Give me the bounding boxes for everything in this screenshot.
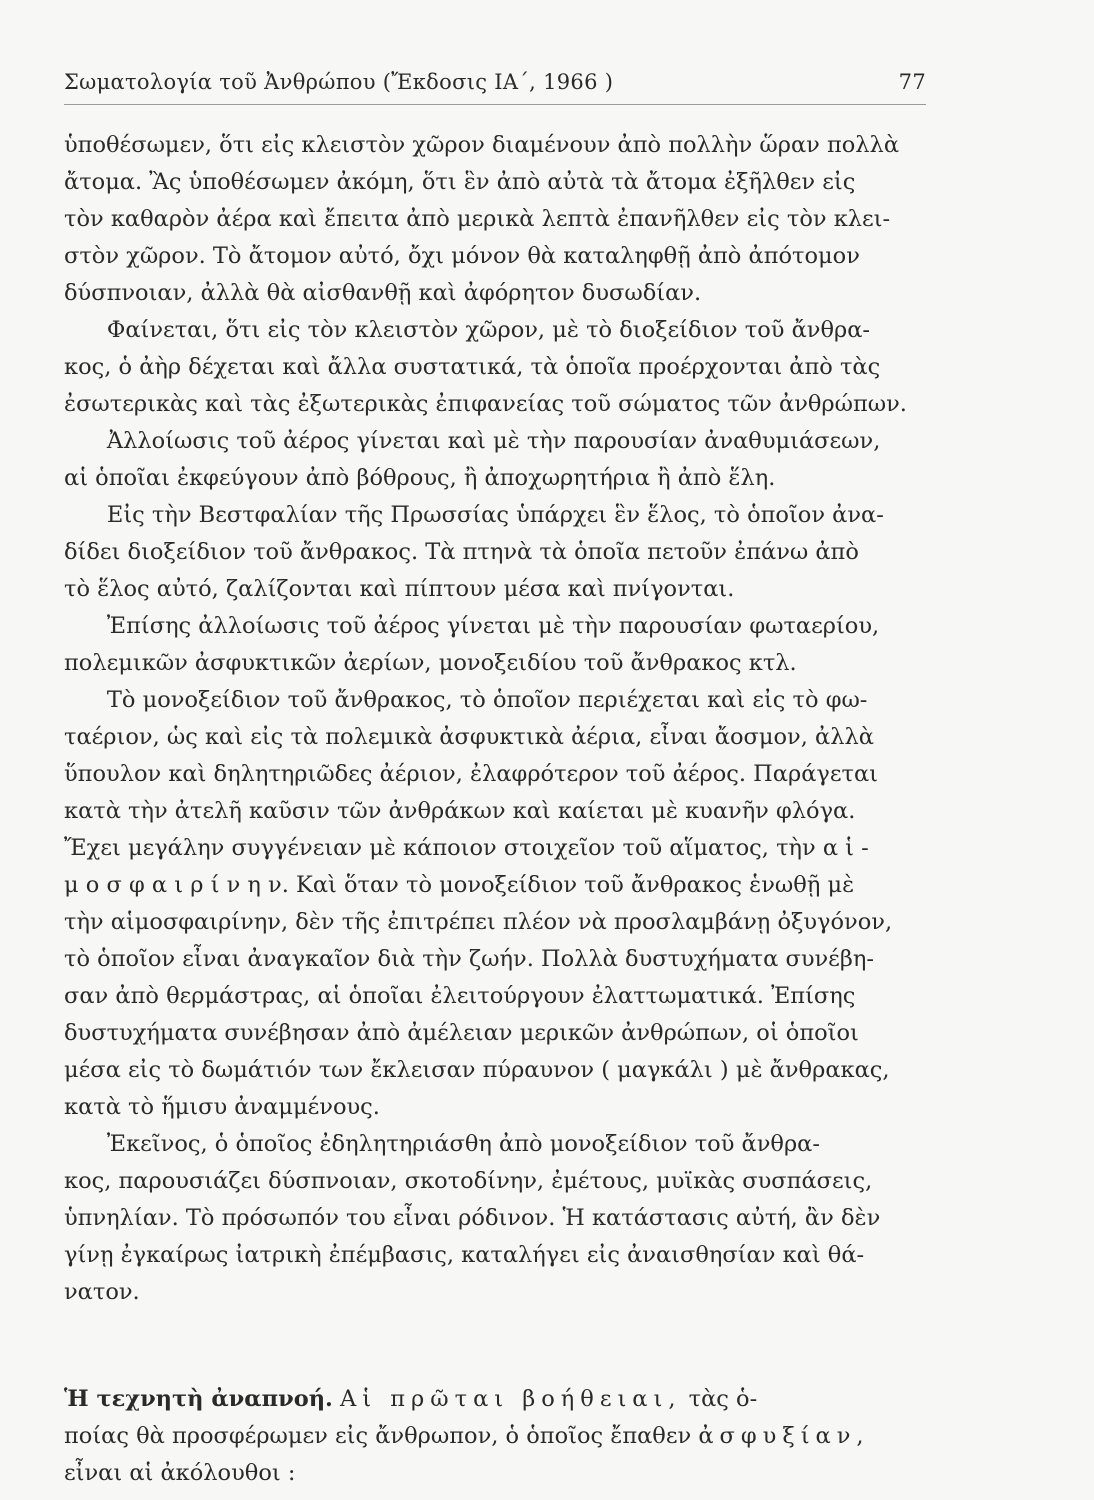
text-line: σαν ἀπὸ θερμάστρας, αἱ ὁποῖαι ἐλειτούργουν ἐλαττωματικά. Ἐπίσης — [64, 983, 856, 1009]
text-line: ἄτομα. Ἂς ὑποθέσωμεν ἀκόμη, ὅτι ἓν ἀπὸ αὐτὰ τὰ ἄτομα ἐξῆλθεν εἰς — [64, 169, 856, 195]
section-text: ποίας θὰ προσφέρωμεν εἰς ἄνθρωπον, ὁ ὁποῖος ἔπαθεν — [64, 1423, 692, 1449]
text-line: Φαίνεται, ὅτι εἰς τὸν κλειστὸν χῶρον, μὲ τὸ διοξείδιον τοῦ ἄνθρα- — [64, 317, 871, 343]
text-line: Ἔχει μεγάλην συγγένειαν μὲ κάποιον στοιχεῖον τοῦ αἵματος, τὴν α ἱ - — [64, 835, 869, 861]
section-text: τὰς ὁ- — [688, 1386, 758, 1412]
section-line — [64, 1418, 926, 1455]
text-line: δίδει διοξείδιον τοῦ ἄνθρακος. Τὰ πτηνὰ τὰ ὁποῖα πετοῦν ἐπάνω ἀπὸ — [64, 539, 859, 565]
text-line: τὴν αἱμοσφαιρίνην, δὲν τῆς ἐπιτρέπει πλέον νὰ προσλαμβάνῃ ὀξυγόνον, — [64, 909, 893, 935]
text-line: Ἐκεῖνος, ὁ ὁποῖος ἐδηλητηριάσθη ἀπὸ μονοξείδιον τοῦ ἄνθρα- — [64, 1131, 820, 1157]
text-line: τὸ ὁποῖον εἶναι ἀναγκαῖον διὰ τὴν ζωήν. Πολλὰ δυστυχήματα συνέβη- — [64, 946, 874, 972]
text-line: κος, παρουσιάζει δύσπνοιαν, σκοτοδίνην, ἐμέτους, μυϊκὰς συσπάσεις, — [64, 1168, 873, 1194]
text-line: πολεμικῶν ἀσφυκτικῶν ἀερίων, μονοξειδίου τοῦ ἄνθρακος κτλ. — [64, 650, 797, 676]
text-line: τὸ ἕλος αὐτό, ζαλίζονται καὶ πίπτουν μέσα καὶ πνίγονται. — [64, 576, 735, 602]
text-line: γίνῃ ἐγκαίρως ἰατρικὴ ἐπέμβασις, καταλήγει εἰς ἀναισθησίαν καὶ θά- — [64, 1242, 865, 1268]
text-line: μ ο σ φ α ι ρ ί ν η ν. Καὶ ὅταν τὸ μονοξείδιον τοῦ ἄνθρακος ἑνωθῇ μὲ — [64, 872, 855, 898]
text-line: Τὸ μονοξείδιον τοῦ ἄνθρακος, τὸ ὁποῖον περιέχεται καὶ εἰς τὸ φω- — [64, 687, 868, 713]
text-line: ὑποθέσωμεν, ὅτι εἰς κλειστὸν χῶρον διαμένουν ἀπὸ πολλὴν ὥραν πολλὰ — [64, 132, 900, 158]
text-line: μέσα εἰς τὸ δωμάτιόν των ἔκλεισαν πύραυνον ( μαγκάλι ) μὲ ἄνθρακας, — [64, 1057, 890, 1083]
spaced-emphasis: Αἱ πρῶται βοήθειαι, — [340, 1386, 682, 1412]
section-line: εἶναι αἱ ἀκόλουθοι : — [64, 1460, 296, 1486]
text-line: τὸν καθαρὸν ἀέρα καὶ ἔπειτα ἀπὸ μερικὰ λεπτὰ ἐπανῆλθεν εἰς τὸν κλει- — [64, 206, 891, 232]
text-line: ὑπνηλίαν. Τὸ πρόσωπόν του εἶναι ρόδινον. Ἡ κατάστασις αὐτή, ἂν δὲν — [64, 1205, 881, 1231]
text-line: κατὰ τὸ ἥμισυ ἀναμμένους. — [64, 1094, 380, 1120]
section-line — [64, 1381, 926, 1418]
text-line: Ἐπίσης ἀλλοίωσις τοῦ ἀέρος γίνεται μὲ τὴν παρουσίαν φωταερίου, — [64, 613, 880, 639]
text-line: δυστυχήματα συνέβησαν ἀπὸ ἀμέλειαν μερικῶν ἀνθρώπων, οἱ ὁποῖοι — [64, 1020, 859, 1046]
text-line: δύσπνοιαν, ἀλλὰ θὰ αἰσθανθῇ καὶ ἀφόρητον δυσωδίαν. — [64, 280, 702, 306]
header-rule — [64, 104, 926, 105]
text-line: αἱ ὁποῖαι ἐκφεύγουν ἀπὸ βόθρους, ἢ ἀποχωρητήρια ἢ ἀπὸ ἕλη. — [64, 465, 776, 491]
text-line: κατὰ τὴν ἀτελῆ καῦσιν τῶν ἀνθράκων καὶ καίεται μὲ κυανῆν φλόγα. — [64, 798, 856, 824]
section-gap — [64, 1311, 926, 1381]
body-text — [64, 127, 926, 1492]
text-line: ὕπουλον καὶ δηλητηριῶδες ἀέριον, ἐλαφρότερον τοῦ ἀέρος. Παράγεται — [64, 761, 878, 787]
text-line: νατον. — [64, 1279, 140, 1305]
text-line: κος, ὁ ἀὴρ δέχεται καὶ ἄλλα συστατικά, τὰ ὁποῖα προέρχονται ἀπὸ τὰς — [64, 354, 881, 380]
text-line: Εἰς τὴν Βεστφαλίαν τῆς Πρωσσίας ὑπάρχει ἓν ἕλος, τὸ ὁποῖον ἀνα- — [64, 502, 884, 528]
spaced-emphasis: ἀσφυξίαν, — [698, 1423, 870, 1449]
page-number: 77 — [898, 70, 926, 94]
text-line: ταέριον, ὡς καὶ εἰς τὰ πολεμικὰ ἀσφυκτικὰ ἀέρια, εἶναι ἄοσμον, ἀλλὰ — [64, 724, 874, 750]
running-title: Σωματολογία τοῦ Ἀνθρώπου (Ἔκδοσις ΙΑ΄, 1966 ) — [64, 70, 614, 94]
text-line: ἐσωτερικὰς καὶ τὰς ἐξωτερικὰς ἐπιφανείας τοῦ σώματος τῶν ἀνθρώπων. — [64, 391, 907, 417]
section-heading: Ἡ τεχνητὴ ἀναπνοή. — [64, 1386, 333, 1412]
text-line: Ἀλλοίωσις τοῦ ἀέρος γίνεται καὶ μὲ τὴν παρουσίαν ἀναθυμιάσεων, — [64, 428, 881, 454]
text-line: στὸν χῶρον. Τὸ ἄτομον αὐτό, ὄχι μόνον θὰ καταληφθῇ ἀπὸ ἀπότομον — [64, 243, 860, 269]
